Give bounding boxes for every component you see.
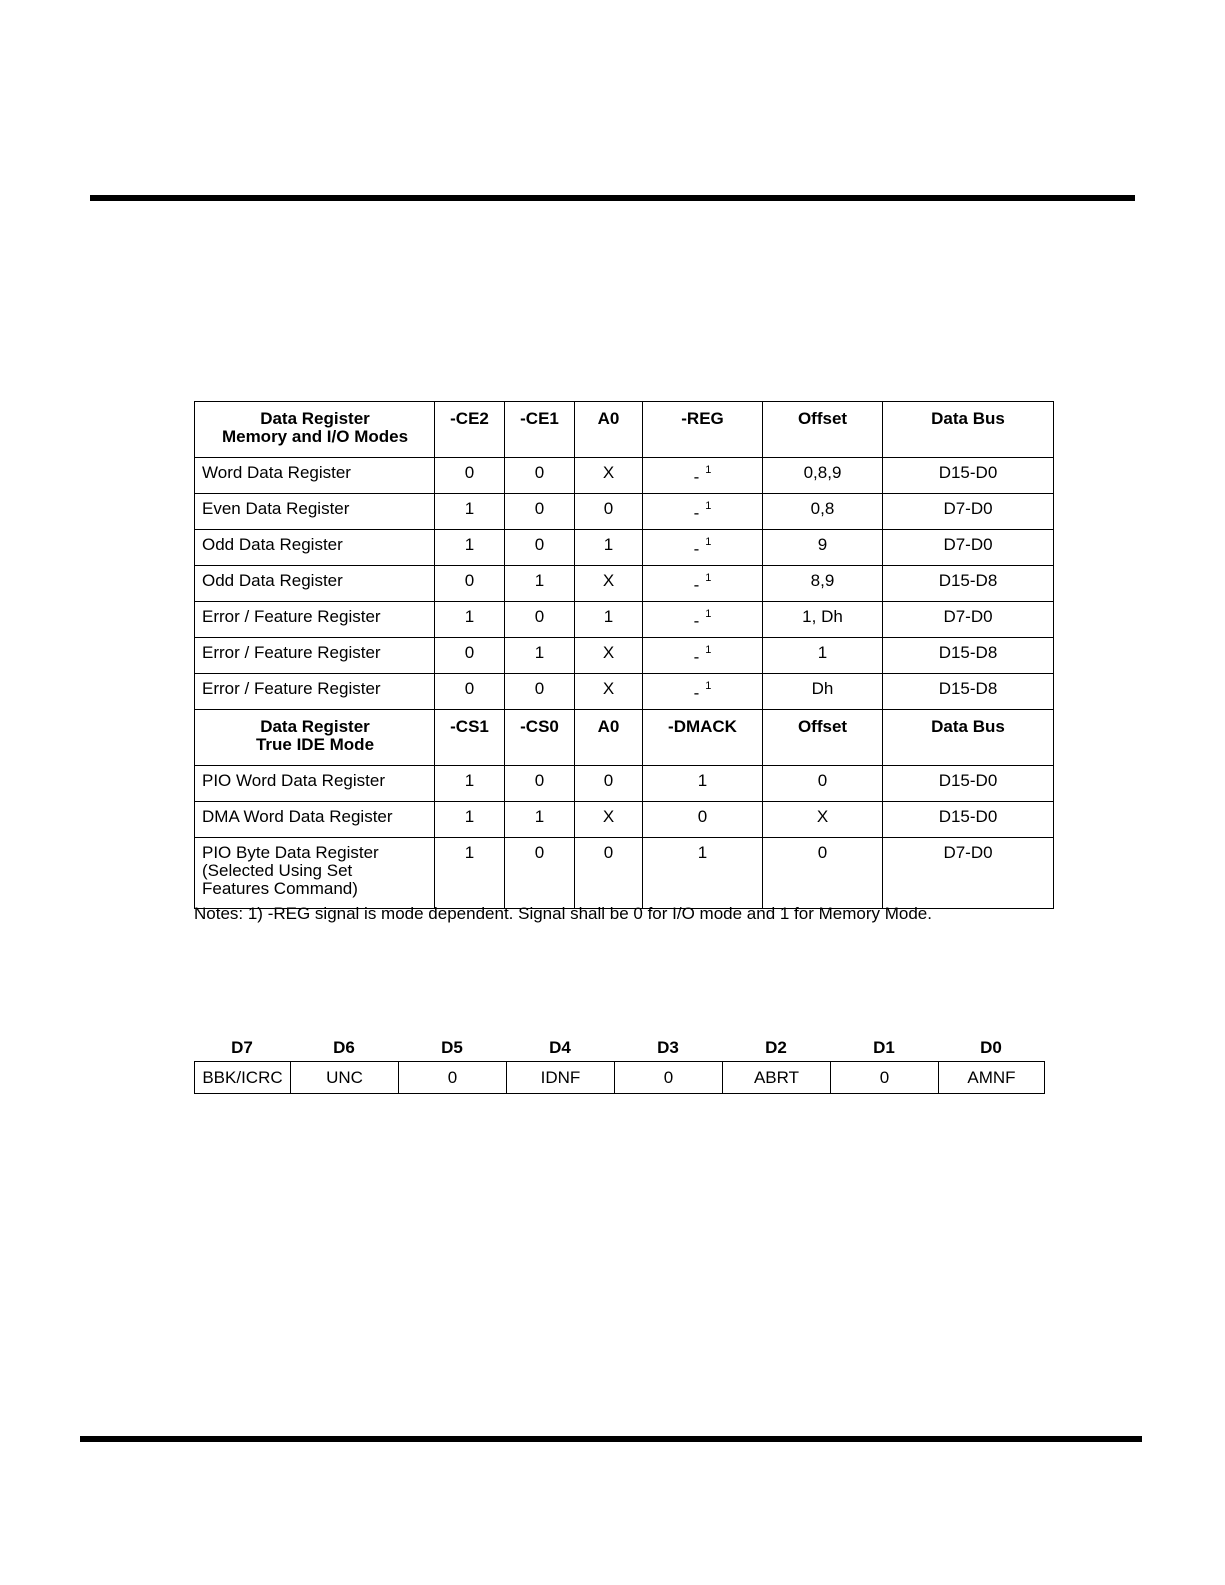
table-row: [195, 530, 1054, 566]
cell-value: 0: [505, 530, 575, 566]
bit-header: D3: [657, 1038, 679, 1057]
dash: -: [693, 575, 700, 595]
reg-cell: [643, 674, 763, 710]
offset-cell: X: [763, 802, 883, 838]
table-header-memory-io: [195, 402, 1054, 458]
footnote-mark: 1: [705, 464, 712, 476]
table-row: [195, 802, 1054, 838]
header-cell: -CE2: [435, 402, 505, 458]
header-cell-name: [195, 402, 435, 458]
cell-value: 0: [505, 602, 575, 638]
bit-header: D6: [333, 1038, 355, 1057]
cell-value: 1: [643, 838, 763, 909]
cell-value: 1: [505, 802, 575, 838]
cell-value: 1: [435, 530, 505, 566]
header-cell: -DMACK: [643, 710, 763, 766]
cell-value: 0: [575, 838, 643, 909]
bit-header: D7: [231, 1038, 253, 1057]
register-table: [194, 401, 1054, 909]
register-name: Even Data Register: [195, 494, 435, 530]
cell-value: 0: [643, 802, 763, 838]
cell-value: 0: [505, 838, 575, 909]
bit-table-header: [194, 1038, 1047, 1058]
table-row: [195, 566, 1054, 602]
header-cell: -CS0: [505, 710, 575, 766]
register-name: [195, 838, 435, 909]
data-bus-cell: D15-D8: [883, 674, 1054, 710]
table-row: [195, 602, 1054, 638]
header-name-line1: Data Register: [260, 717, 370, 736]
footnote-mark: 1: [705, 500, 712, 512]
offset-cell: 1, Dh: [763, 602, 883, 638]
data-bus-cell: D15-D0: [883, 458, 1054, 494]
cell-value: 1: [435, 494, 505, 530]
top-rule: [90, 195, 1135, 201]
register-name: Error / Feature Register: [195, 674, 435, 710]
table-row: [195, 838, 1054, 909]
cell-value: X: [575, 638, 643, 674]
offset-cell: 0: [763, 766, 883, 802]
register-name: DMA Word Data Register: [195, 802, 435, 838]
cell-value: 0: [505, 674, 575, 710]
bit-cell: 0: [399, 1062, 507, 1093]
bit-header: D1: [873, 1038, 895, 1057]
header-name-line1: Data Register: [260, 409, 370, 428]
table-header-true-ide: [195, 710, 1054, 766]
footnote-mark: 1: [705, 536, 712, 548]
cell-value: 0: [505, 458, 575, 494]
table-row: [195, 766, 1054, 802]
bit-header: D2: [765, 1038, 787, 1057]
data-bus-cell: D7-D0: [883, 494, 1054, 530]
cell-value: 1: [575, 602, 643, 638]
offset-cell: 0: [763, 838, 883, 909]
register-name-line1: PIO Byte Data Register: [202, 843, 379, 862]
header-cell: -CS1: [435, 710, 505, 766]
footnote-mark: 1: [705, 608, 712, 620]
offset-cell: 1: [763, 638, 883, 674]
offset-cell: 0,8,9: [763, 458, 883, 494]
data-bus-cell: D7-D0: [883, 838, 1054, 909]
offset-cell: 0,8: [763, 494, 883, 530]
bit-cell: 0: [615, 1062, 723, 1093]
header-cell-name: [195, 710, 435, 766]
header-cell: -REG: [643, 402, 763, 458]
register-name: Word Data Register: [195, 458, 435, 494]
dash: -: [693, 503, 700, 523]
bit-cell: UNC: [291, 1062, 399, 1093]
cell-value: X: [575, 458, 643, 494]
dash: -: [693, 467, 700, 487]
cell-value: 0: [505, 494, 575, 530]
reg-cell: [643, 458, 763, 494]
reg-cell: [643, 566, 763, 602]
cell-value: 0: [575, 494, 643, 530]
reg-cell: [643, 530, 763, 566]
cell-value: 1: [435, 838, 505, 909]
cell-value: X: [575, 802, 643, 838]
dash: -: [693, 683, 700, 703]
cell-value: 1: [435, 602, 505, 638]
offset-cell: Dh: [763, 674, 883, 710]
cell-value: 1: [575, 530, 643, 566]
bottom-rule: [80, 1436, 1142, 1442]
dash: -: [693, 611, 700, 631]
header-cell: Offset: [763, 710, 883, 766]
footnote-mark: 1: [705, 680, 712, 692]
bit-header: D0: [980, 1038, 1002, 1057]
dash: -: [693, 647, 700, 667]
data-bus-cell: D15-D8: [883, 566, 1054, 602]
table-row: [195, 674, 1054, 710]
bit-cell: ABRT: [723, 1062, 831, 1093]
cell-value: X: [575, 566, 643, 602]
register-name: Error / Feature Register: [195, 638, 435, 674]
bit-header: D4: [549, 1038, 571, 1057]
register-name-line2: (Selected Using Set: [202, 861, 353, 880]
cell-value: 1: [505, 638, 575, 674]
dash: -: [693, 539, 700, 559]
reg-cell: [643, 638, 763, 674]
register-name: Odd Data Register: [195, 530, 435, 566]
register-name: Odd Data Register: [195, 566, 435, 602]
reg-cell: [643, 602, 763, 638]
cell-value: 0: [435, 638, 505, 674]
register-name-line3: Features Command): [202, 879, 358, 898]
bit-cell: 0: [831, 1062, 939, 1093]
footnote-mark: 1: [705, 572, 712, 584]
table-row: [195, 638, 1054, 674]
table-notes: Notes: 1) -REG signal is mode dependent. Signal shall be 0 for I/O mode and 1 for Memory Mode.: [194, 904, 932, 923]
header-cell: A0: [575, 710, 643, 766]
cell-value: 0: [435, 674, 505, 710]
data-bus-cell: D7-D0: [883, 602, 1054, 638]
cell-value: 1: [435, 802, 505, 838]
cell-value: 1: [435, 766, 505, 802]
data-bus-cell: D15-D0: [883, 802, 1054, 838]
header-cell: Offset: [763, 402, 883, 458]
register-name: PIO Word Data Register: [195, 766, 435, 802]
footnote-mark: 1: [705, 644, 712, 656]
header-cell: A0: [575, 402, 643, 458]
bit-table-row: [194, 1061, 1045, 1094]
cell-value: 1: [505, 566, 575, 602]
cell-value: 0: [505, 766, 575, 802]
bit-header: D5: [441, 1038, 463, 1057]
table-row: [195, 494, 1054, 530]
bit-cell: IDNF: [507, 1062, 615, 1093]
bit-cell: AMNF: [939, 1062, 1045, 1093]
bit-cell: BBK/ICRC: [195, 1062, 291, 1093]
offset-cell: 9: [763, 530, 883, 566]
data-bus-cell: D15-D8: [883, 638, 1054, 674]
cell-value: 0: [435, 566, 505, 602]
header-name-line2: True IDE Mode: [255, 735, 375, 754]
header-cell: Data Bus: [883, 402, 1054, 458]
register-name: Error / Feature Register: [195, 602, 435, 638]
reg-cell: [643, 494, 763, 530]
data-bus-cell: D15-D0: [883, 766, 1054, 802]
cell-value: 1: [643, 766, 763, 802]
header-name-line2: Memory and I/O Modes: [221, 427, 409, 446]
cell-value: X: [575, 674, 643, 710]
table-row: [195, 458, 1054, 494]
cell-value: 0: [575, 766, 643, 802]
header-cell: -CE1: [505, 402, 575, 458]
cell-value: 0: [435, 458, 505, 494]
data-bus-cell: D7-D0: [883, 530, 1054, 566]
offset-cell: 8,9: [763, 566, 883, 602]
header-cell: Data Bus: [883, 710, 1054, 766]
